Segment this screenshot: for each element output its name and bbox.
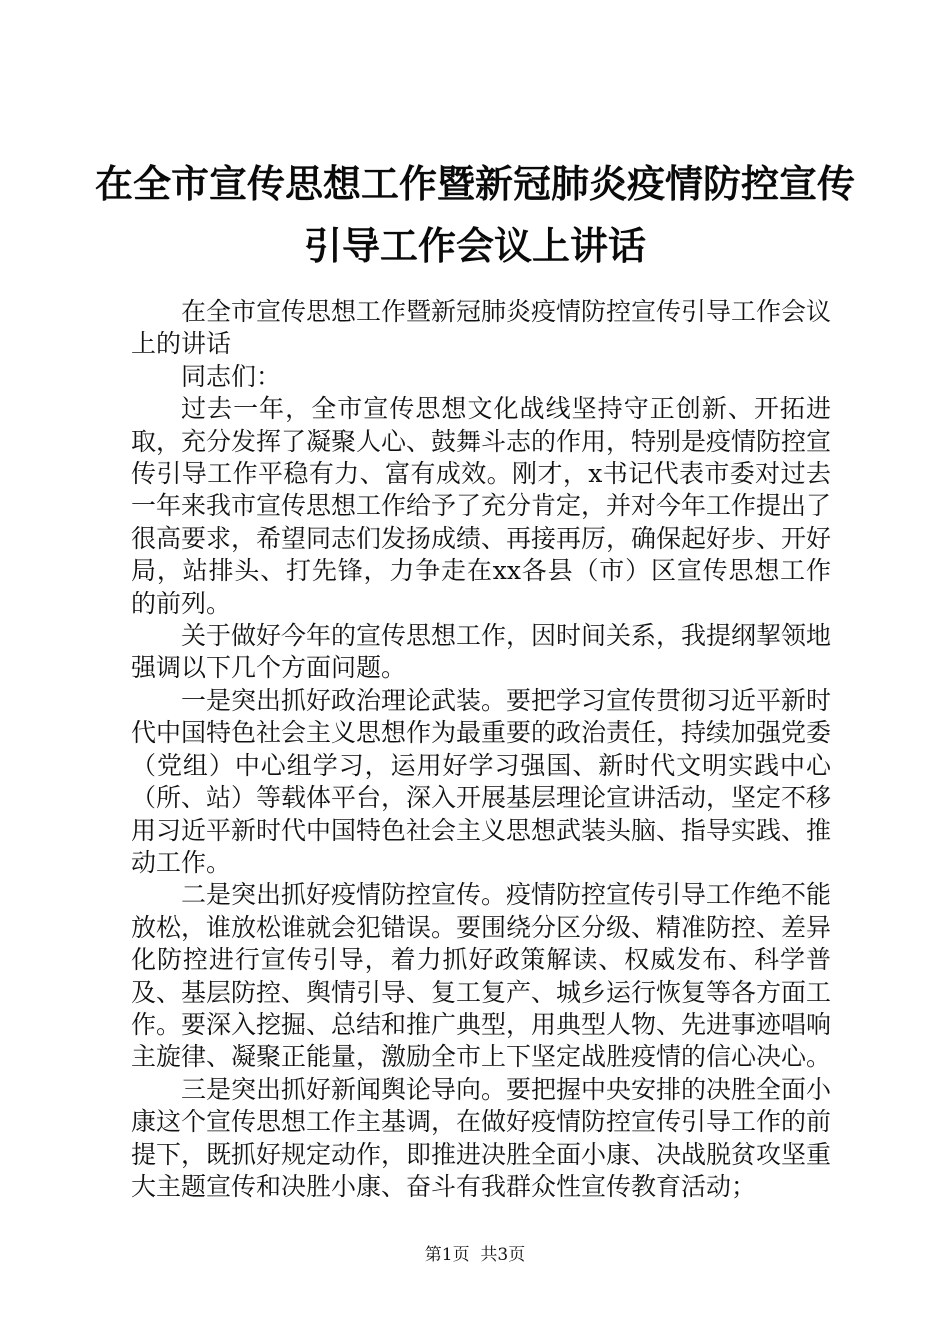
paragraph: 一是突出抓好政治理论武装。要把学习宣传贯彻习近平新时代中国特色社会主义思想作为最重要的政治责任，持续加强党委（党组）中心组学习，运用好学习强国、新时代文明实践中心（所、站）等载体平台，深入开展基层理论宣讲活动，坚定不移用习近平新时代中国特色社会主义思想武装头脑、指导实践、推动工作。 [131,685,832,877]
paragraph: 三是突出抓好新闻舆论导向。要把握中央安排的决胜全面小康这个宣传思想工作主基调，在做好疫情防控宣传引导工作的前提下，既抓好规定动作，即推进决胜全面小康、决战脱贫攻坚重大主题宣传和决胜小康、奋斗有我群众性宣传教育活动； [131,1074,832,1201]
paragraph-salutation: 同志们： [181,361,282,391]
paragraph: 过去一年，全市宣传思想文化战线坚持守正创新、开拓进取，充分发挥了凝聚人心、鼓舞斗志的作用，特别是疫情防控宣传引导工作平稳有力、富有成效。刚才，x书记代表市委对过去一年来我市宣传思想工作给予了充分肯定，并对今年工作提出了很高要求，希望同志们发扬成绩、再接再厉，确保起好步、开好局，站排头、打先锋，力争走在xx各县（市）区宣传思想工作的前列。 [131,394,832,618]
paragraph-heading: 在全市宣传思想工作暨新冠肺炎疫情防控宣传引导工作会议上的讲话 [131,297,832,359]
paragraph: 二是突出抓好疫情防控宣传。疫情防控宣传引导工作绝不能放松，谁放松谁就会犯错误。要围绕分区分级、精准防控、差异化防控进行宣传引导，着力抓好政策解读、权威发布、科学普及、基层防控、舆情引导、复工复产、城乡运行恢复等各方面工作。要深入挖掘、总结和推广典型，用典型人物、先进事迹唱响主旋律、凝聚正能量，激励全市上下坚定战胜疫情的信心决心。 [131,880,832,1072]
document-body [131,296,831,1203]
page-number-footer: 第1页 共3页 [424,1245,526,1265]
document-title-line-1: 在全市宣传思想工作暨新冠肺炎疫情防控宣传 [94,161,855,206]
paragraph: 关于做好今年的宣传思想工作，因时间关系，我提纲挈领地强调以下几个方面问题。 [131,621,832,683]
document-title-line-2: 引导工作会议上讲话 [303,223,646,268]
